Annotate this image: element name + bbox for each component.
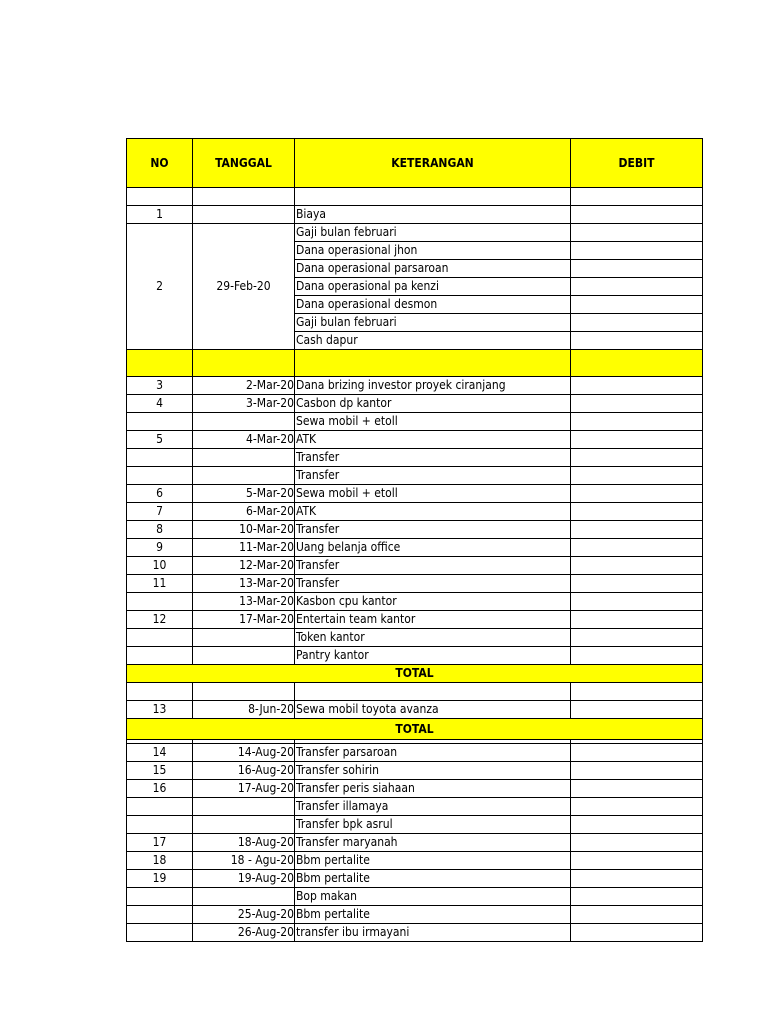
cell-no <box>127 816 193 834</box>
cell-keterangan: Transfer sohirin <box>295 762 571 780</box>
cell-debit <box>571 431 703 449</box>
cell-debit <box>571 224 703 242</box>
cell-keterangan: Sewa mobil + etoll <box>295 485 571 503</box>
header-row <box>127 139 703 188</box>
header-no: NO <box>127 139 193 188</box>
cell-tanggal: 14-Aug-20 <box>193 744 295 762</box>
cell-tanggal: 4-Mar-20 <box>193 431 295 449</box>
cell-no <box>127 647 193 665</box>
table-row <box>127 539 703 557</box>
cell-tanggal: 29-Feb-20 <box>193 224 295 350</box>
table-row <box>127 701 703 719</box>
cell-keterangan: Gaji bulan februari <box>295 314 571 332</box>
cell-no: 17 <box>127 834 193 852</box>
table-row <box>127 798 703 816</box>
cell-keterangan: Transfer illamaya <box>295 798 571 816</box>
cell-debit <box>571 278 703 296</box>
cell-no: 7 <box>127 503 193 521</box>
total-label: TOTAL <box>127 719 703 740</box>
table-row <box>127 467 703 485</box>
cell-tanggal <box>193 467 295 485</box>
table-row <box>127 413 703 431</box>
cell-empty <box>127 683 193 701</box>
cell-debit <box>571 467 703 485</box>
cell-no: 6 <box>127 485 193 503</box>
cell-no: 3 <box>127 377 193 395</box>
cell-debit <box>571 593 703 611</box>
cell-no <box>127 593 193 611</box>
cell-tanggal: 8-Jun-20 <box>193 701 295 719</box>
table-row <box>127 647 703 665</box>
cell-tanggal: 5-Mar-20 <box>193 485 295 503</box>
cell-tanggal: 19-Aug-20 <box>193 870 295 888</box>
cell-no <box>127 449 193 467</box>
cell-no: 10 <box>127 557 193 575</box>
table-row <box>127 593 703 611</box>
cell-empty <box>193 683 295 701</box>
table-row <box>127 449 703 467</box>
cell-keterangan: Pantry kantor <box>295 647 571 665</box>
table-row <box>127 206 703 224</box>
cell-empty <box>295 188 571 206</box>
cell-empty <box>571 350 703 377</box>
cell-keterangan: Gaji bulan februari <box>295 224 571 242</box>
cell-no: 16 <box>127 780 193 798</box>
cell-debit <box>571 852 703 870</box>
cell-debit <box>571 762 703 780</box>
cell-keterangan: Transfer <box>295 521 571 539</box>
cell-empty <box>295 350 571 377</box>
cell-no <box>127 924 193 942</box>
cell-debit <box>571 744 703 762</box>
cell-empty <box>127 188 193 206</box>
total-row <box>127 665 703 683</box>
cell-tanggal <box>193 798 295 816</box>
cell-tanggal <box>193 629 295 647</box>
cell-tanggal: 6-Mar-20 <box>193 503 295 521</box>
cell-no: 4 <box>127 395 193 413</box>
cell-tanggal: 11-Mar-20 <box>193 539 295 557</box>
cell-keterangan: Transfer peris siahaan <box>295 780 571 798</box>
table-row <box>127 906 703 924</box>
cell-keterangan: Entertain team kantor <box>295 611 571 629</box>
cell-debit <box>571 413 703 431</box>
cell-keterangan: ATK <box>295 431 571 449</box>
cell-no: 12 <box>127 611 193 629</box>
cell-no: 13 <box>127 701 193 719</box>
cell-debit <box>571 611 703 629</box>
table-row <box>127 870 703 888</box>
table-row <box>127 575 703 593</box>
cell-tanggal: 3-Mar-20 <box>193 395 295 413</box>
cell-no: 18 <box>127 852 193 870</box>
cell-debit <box>571 798 703 816</box>
cell-no: 2 <box>127 224 193 350</box>
cell-tanggal: 16-Aug-20 <box>193 762 295 780</box>
cell-tanggal: 17-Mar-20 <box>193 611 295 629</box>
cell-keterangan: Bbm pertalite <box>295 906 571 924</box>
cell-tanggal: 18 - Agu-20 <box>193 852 295 870</box>
cell-keterangan: Transfer <box>295 575 571 593</box>
cell-keterangan: Dana operasional desmon <box>295 296 571 314</box>
cell-no <box>127 888 193 906</box>
cell-empty <box>193 350 295 377</box>
cell-debit <box>571 780 703 798</box>
cell-debit <box>571 332 703 350</box>
cell-tanggal: 13-Mar-20 <box>193 575 295 593</box>
cell-no: 8 <box>127 521 193 539</box>
table-row <box>127 224 703 242</box>
cell-keterangan: Transfer <box>295 557 571 575</box>
cell-debit <box>571 314 703 332</box>
cell-tanggal <box>193 647 295 665</box>
table-row-blank <box>127 188 703 206</box>
table-row <box>127 834 703 852</box>
cell-debit <box>571 701 703 719</box>
cell-tanggal: 2-Mar-20 <box>193 377 295 395</box>
cell-no: 15 <box>127 762 193 780</box>
cell-keterangan: Transfer maryanah <box>295 834 571 852</box>
cell-debit <box>571 242 703 260</box>
cell-tanggal: 12-Mar-20 <box>193 557 295 575</box>
cell-tanggal <box>193 816 295 834</box>
cell-no: 19 <box>127 870 193 888</box>
cell-debit <box>571 260 703 278</box>
cell-keterangan: Biaya <box>295 206 571 224</box>
table-row <box>127 852 703 870</box>
cell-empty <box>295 683 571 701</box>
cell-debit <box>571 521 703 539</box>
cell-debit <box>571 647 703 665</box>
table-row-blank <box>127 683 703 701</box>
cell-keterangan: Transfer parsaroan <box>295 744 571 762</box>
cell-debit <box>571 503 703 521</box>
cell-tanggal: 26-Aug-20 <box>193 924 295 942</box>
table-row <box>127 521 703 539</box>
cell-keterangan: Kasbon cpu kantor <box>295 593 571 611</box>
cell-keterangan: Cash dapur <box>295 332 571 350</box>
header-debit: DEBIT <box>571 139 703 188</box>
cell-no <box>127 798 193 816</box>
header-keterangan: KETERANGAN <box>295 139 571 188</box>
cell-debit <box>571 296 703 314</box>
cell-debit <box>571 449 703 467</box>
cell-debit <box>571 888 703 906</box>
cell-debit <box>571 924 703 942</box>
cell-keterangan: Bbm pertalite <box>295 870 571 888</box>
cell-debit <box>571 906 703 924</box>
cell-empty <box>571 683 703 701</box>
cell-tanggal: 13-Mar-20 <box>193 593 295 611</box>
cell-keterangan: Dana operasional pa kenzi <box>295 278 571 296</box>
cell-keterangan: Dana operasional parsaroan <box>295 260 571 278</box>
cell-keterangan: Sewa mobil + etoll <box>295 413 571 431</box>
table-row <box>127 557 703 575</box>
table-row <box>127 629 703 647</box>
table-row <box>127 762 703 780</box>
cell-keterangan: Casbon dp kantor <box>295 395 571 413</box>
cell-debit <box>571 485 703 503</box>
table-row <box>127 377 703 395</box>
cell-debit <box>571 539 703 557</box>
cell-keterangan: Uang belanja office <box>295 539 571 557</box>
cell-keterangan: Transfer <box>295 449 571 467</box>
cell-tanggal: 17-Aug-20 <box>193 780 295 798</box>
table-row <box>127 395 703 413</box>
table-row <box>127 611 703 629</box>
cell-empty <box>193 188 295 206</box>
cell-no: 11 <box>127 575 193 593</box>
cell-debit <box>571 629 703 647</box>
cell-keterangan: Dana brizing investor proyek ciranjang <box>295 377 571 395</box>
march-rows <box>127 377 703 665</box>
cell-debit <box>571 575 703 593</box>
cell-debit <box>571 834 703 852</box>
cell-tanggal <box>193 449 295 467</box>
cell-debit <box>571 557 703 575</box>
cell-debit <box>571 870 703 888</box>
cell-keterangan: transfer ibu irmayani <box>295 924 571 942</box>
table-row <box>127 503 703 521</box>
table-row <box>127 744 703 762</box>
cell-keterangan: Dana operasional jhon <box>295 242 571 260</box>
cell-tanggal: 18-Aug-20 <box>193 834 295 852</box>
cell-no <box>127 629 193 647</box>
cell-debit <box>571 395 703 413</box>
cell-keterangan: Bbm pertalite <box>295 852 571 870</box>
cell-debit <box>571 206 703 224</box>
table-row <box>127 431 703 449</box>
separator-row <box>127 350 703 377</box>
cell-tanggal <box>193 413 295 431</box>
cell-no <box>127 413 193 431</box>
cell-debit <box>571 816 703 834</box>
table-row <box>127 780 703 798</box>
table-row <box>127 924 703 942</box>
table-row <box>127 485 703 503</box>
total-label: TOTAL <box>127 665 703 683</box>
cell-no: 5 <box>127 431 193 449</box>
cell-no <box>127 906 193 924</box>
cell-debit <box>571 377 703 395</box>
august-rows <box>127 744 703 942</box>
cell-keterangan: ATK <box>295 503 571 521</box>
cell-keterangan: Sewa mobil toyota avanza <box>295 701 571 719</box>
cell-keterangan: Token kantor <box>295 629 571 647</box>
cell-no <box>127 467 193 485</box>
cell-tanggal: 25-Aug-20 <box>193 906 295 924</box>
cell-no: 9 <box>127 539 193 557</box>
cell-keterangan: Bop makan <box>295 888 571 906</box>
cell-keterangan: Transfer <box>295 467 571 485</box>
cell-keterangan: Transfer bpk asrul <box>295 816 571 834</box>
header-tanggal: TANGGAL <box>193 139 295 188</box>
cell-tanggal: 10-Mar-20 <box>193 521 295 539</box>
table-row <box>127 816 703 834</box>
cell-empty <box>127 350 193 377</box>
cash-ledger-table <box>126 138 703 942</box>
table-row <box>127 888 703 906</box>
cell-no: 1 <box>127 206 193 224</box>
total-row <box>127 719 703 740</box>
cell-tanggal <box>193 888 295 906</box>
cell-no: 14 <box>127 744 193 762</box>
cell-empty <box>571 188 703 206</box>
cell-tanggal <box>193 206 295 224</box>
